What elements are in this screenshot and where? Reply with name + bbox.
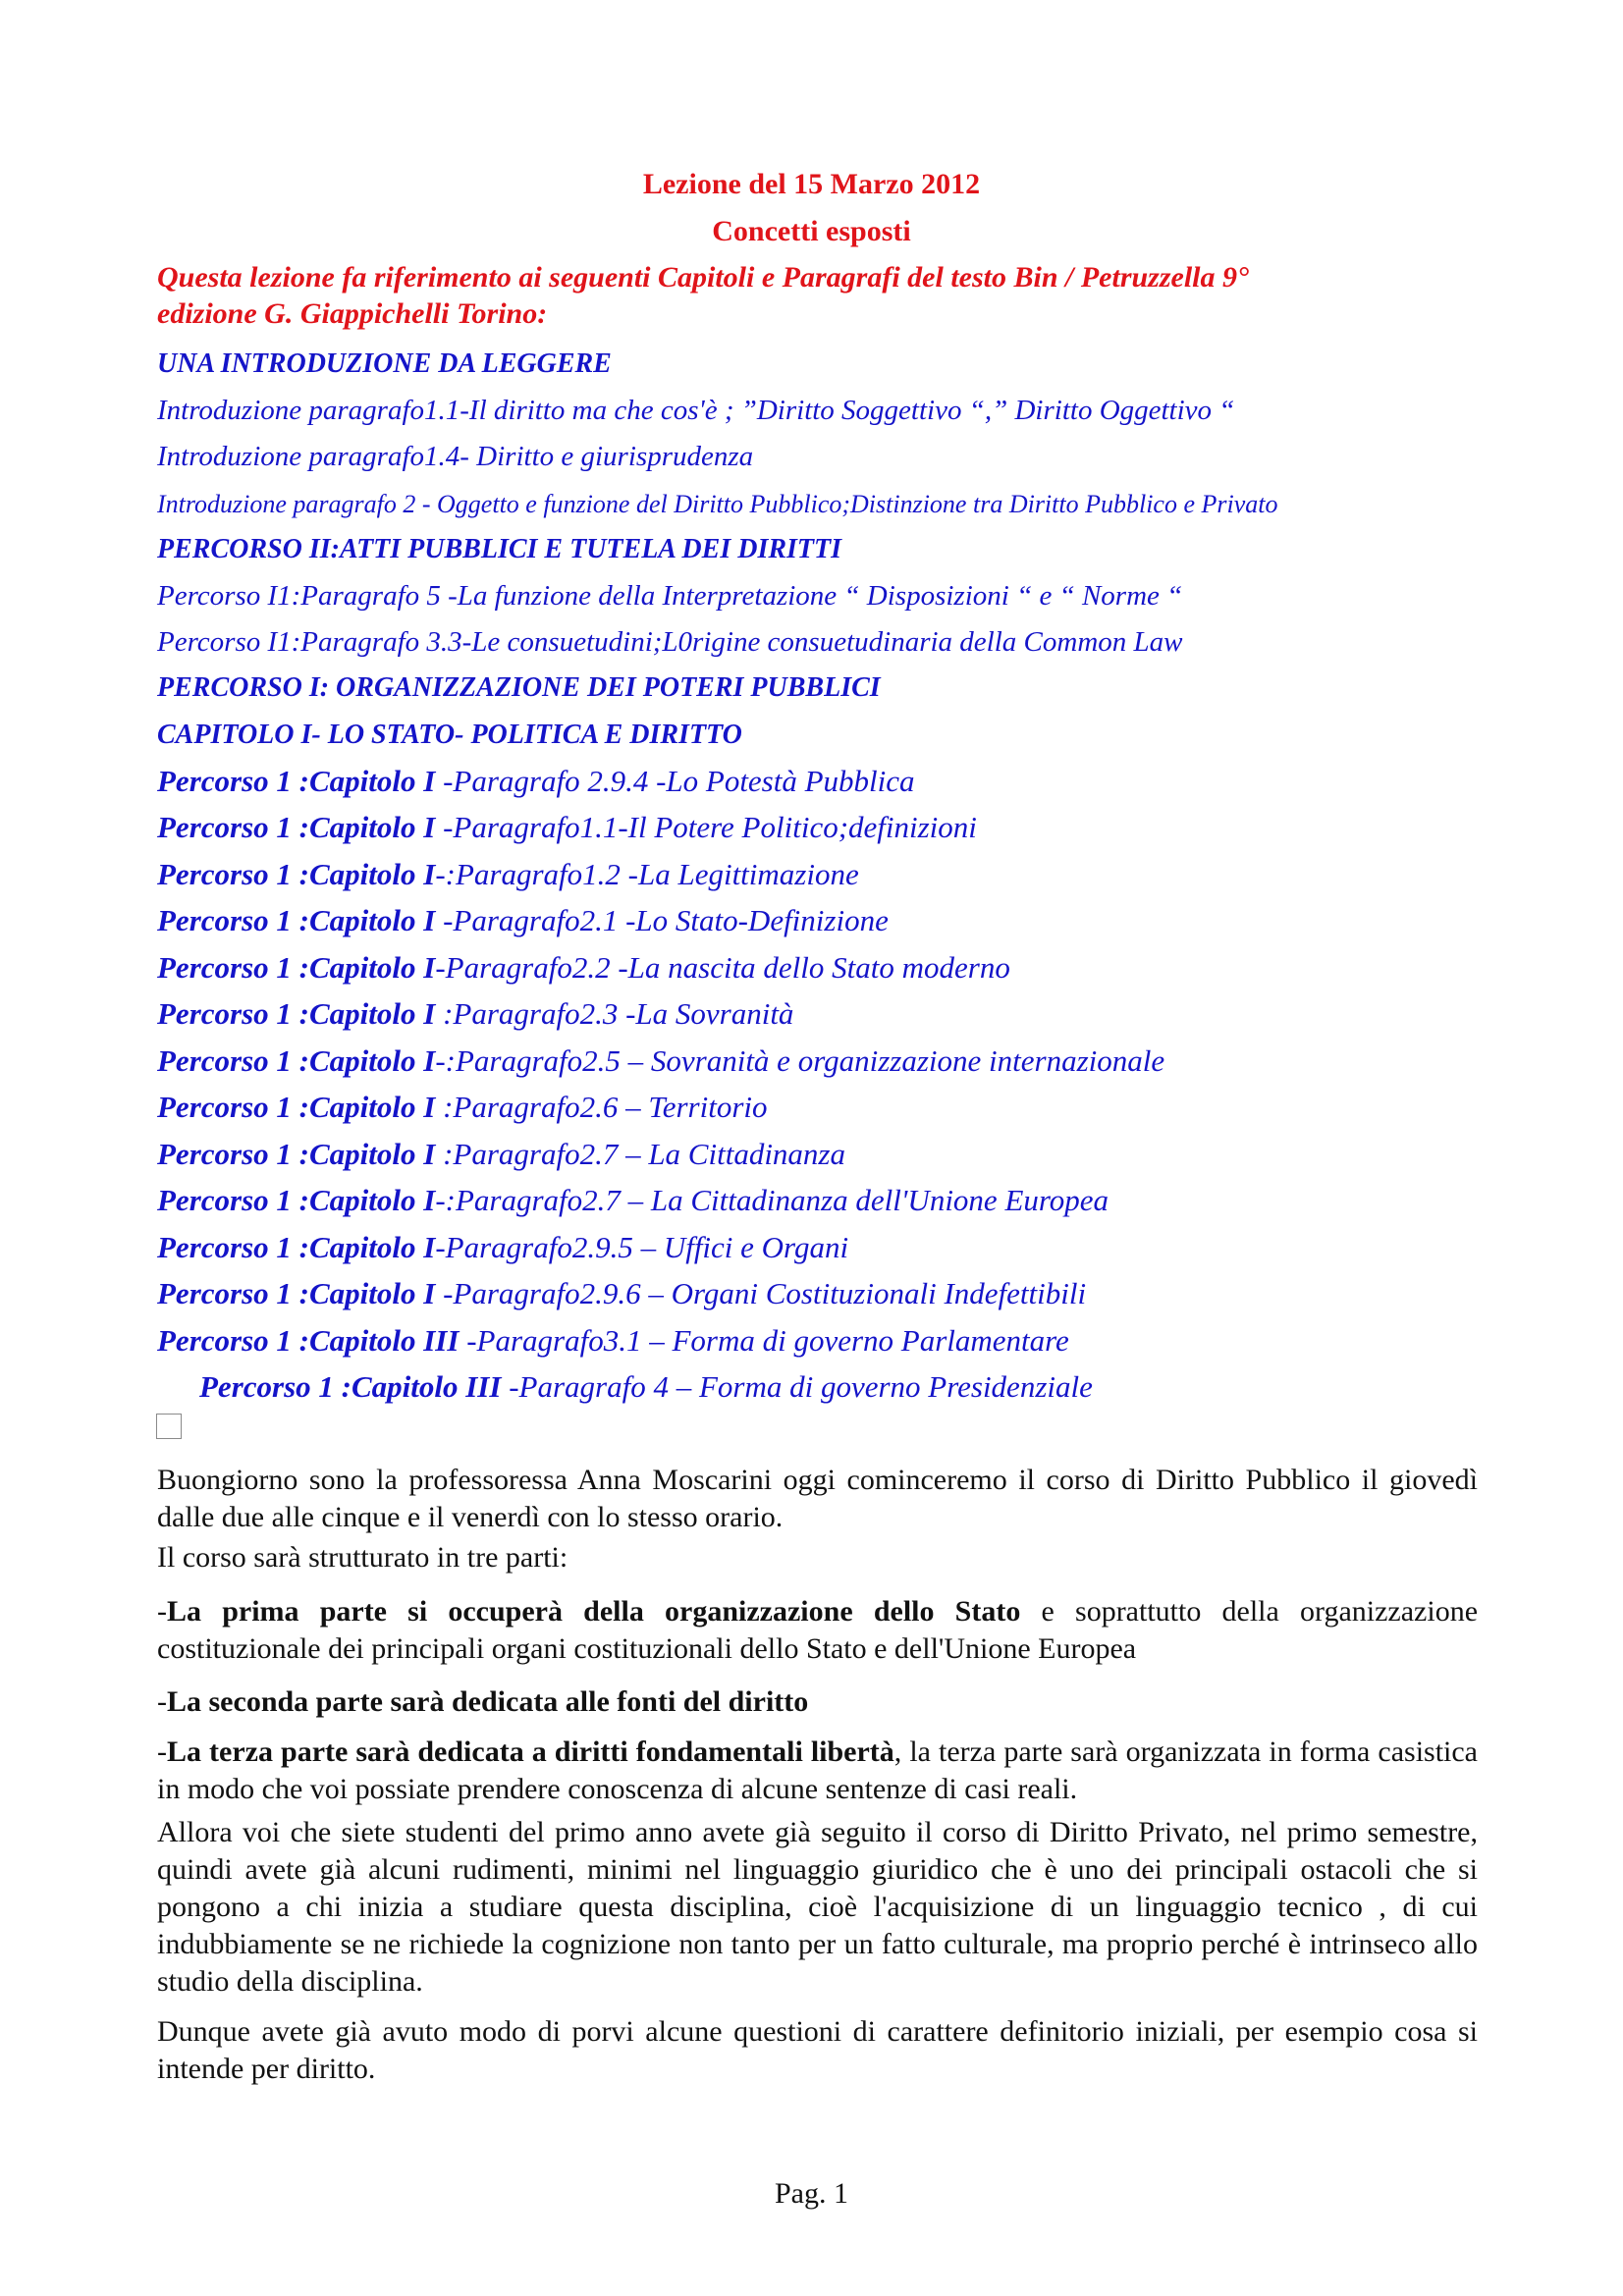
intro-item: Introduzione paragrafo1.4- Diritto e giurisprudenza bbox=[157, 441, 754, 472]
percorso2-heading: PERCORSO II:ATTI PUBBLICI E TUTELA DEI DIRITTI bbox=[157, 534, 842, 564]
capitolo-item: Percorso 1 :Capitolo I :Paragrafo2.6 – Territorio bbox=[157, 1090, 768, 1124]
capitolo-item: Percorso 1 :Capitolo I-:Paragrafo2.7 – La Cittadinanza dell'Unione Europea bbox=[157, 1183, 1109, 1217]
percorso1-heading: PERCORSO I: ORGANIZZAZIONE DEI POTERI PUBBLICI bbox=[157, 672, 881, 703]
capitolo-item: Percorso 1 :Capitolo I-:Paragrafo1.2 -La Legittimazione bbox=[157, 857, 859, 891]
capitolo-item: Percorso 1 :Capitolo III -Paragrafo3.1 – Forma di governo Parlamentare bbox=[157, 1323, 1069, 1358]
body-paragraph: Il corso sarà strutturato in tre parti: bbox=[157, 1541, 568, 1574]
placeholder-box bbox=[156, 1414, 182, 1439]
intro-item: Introduzione paragrafo1.1-Il diritto ma che cos'è ; ”Diritto Soggettivo “,” Diritto Oggettivo “ bbox=[157, 395, 1235, 426]
capitolo-item: Percorso 1 :Capitolo I-Paragrafo2.9.5 – Uffici e Organi bbox=[157, 1230, 849, 1264]
body-paragraph: Allora voi che siete studenti del primo anno avete già seguito il corso di Diritto Privato, nel primo semestre, quindi avete già alcuni rudimenti, minimi nel linguaggio giuridico che è uno dei principali ostacoli che si pongono a chi inizia a studiare questa disciplina, cioè l'acquisizione di un linguaggio tecnico , di cui indubbiamente se ne richiede la cognizione non tanto per un fatto culturale, ma proprio perché è intrinseco allo studio della disciplina. bbox=[157, 1816, 1478, 1998]
page-number: Pag. 1 bbox=[775, 2177, 848, 2210]
percorso2-item: Percorso I1:Paragrafo 5 -La funzione della Interpretazione “ Disposizioni “ e “ Norme “ bbox=[157, 580, 1183, 612]
capitolo-item: Percorso 1 :Capitolo I :Paragrafo2.3 -La Sovranità bbox=[157, 996, 794, 1031]
lesson-title: Lezione del 15 Marzo 2012 bbox=[642, 168, 981, 200]
capitolo-item: Percorso 1 :Capitolo I-Paragrafo2.2 -La nascita dello Stato moderno bbox=[157, 950, 1010, 985]
body-paragraph: Buongiorno sono la professoressa Anna Moscarini oggi cominceremo il corso di Diritto Pubblico il giovedì dalle due alle cinque e il venerdì con lo stesso orario. bbox=[157, 1464, 1478, 1533]
intro-heading: UNA INTRODUZIONE DA LEGGERE bbox=[157, 348, 612, 379]
intro-item: Introduzione paragrafo 2 - Oggetto e funzione del Diritto Pubblico;Distinzione tra Diritto Pubblico e Privato bbox=[157, 490, 1278, 518]
capitolo1-heading: CAPITOLO I- LO STATO- POLITICA E DIRITTO bbox=[157, 720, 742, 750]
lesson-subtitle: Concetti esposti bbox=[712, 215, 911, 247]
capitolo-item: Percorso 1 :Capitolo I -Paragrafo1.1-Il Potere Politico;definizioni bbox=[157, 810, 977, 844]
body-paragraph: -La terza parte sarà dedicata a diritti fondamentali libertà, la terza parte sarà organizzata in forma casistica in modo che voi possiate prendere conoscenza di alcune sentenze di casi reali. bbox=[157, 1735, 1478, 1805]
capitolo-item: Percorso 1 :Capitolo I -Paragrafo2.9.6 – Organi Costituzionali Indefettibili bbox=[157, 1276, 1087, 1310]
capitolo-item: Percorso 1 :Capitolo I -Paragrafo2.1 -Lo Stato-Definizione bbox=[157, 903, 889, 937]
reference-line-1: Questa lezione fa riferimento ai seguenti Capitoli e Paragrafi del testo Bin / Petruzzella 9° bbox=[157, 261, 1250, 294]
capitolo-item: Percorso 1 :Capitolo I-:Paragrafo2.5 – Sovranità e organizzazione internazionale bbox=[157, 1043, 1165, 1078]
body-paragraph: -La prima parte si occuperà della organizzazione dello Stato e soprattutto della organizzazione costituzionale dei principali organi costituzionali dello Stato e dell'Unione Europea bbox=[157, 1595, 1479, 1665]
capitolo-item: Percorso 1 :Capitolo I -Paragrafo 2.9.4 -Lo Potestà Pubblica bbox=[157, 764, 915, 798]
percorso2-item: Percorso I1:Paragrafo 3.3-Le consuetudini;L0rigine consuetudinaria della Common Law bbox=[157, 626, 1183, 658]
capitolo-item: Percorso 1 :Capitolo III -Paragrafo 4 – Forma di governo Presidenziale bbox=[199, 1369, 1093, 1404]
body-paragraph: Dunque avete già avuto modo di porvi alcune questioni di carattere definitorio iniziali, per esempio cosa si intende per diritto. bbox=[157, 2015, 1478, 2085]
reference-line-2: edizione G. Giappichelli Torino: bbox=[157, 297, 548, 330]
capitolo-item: Percorso 1 :Capitolo I :Paragrafo2.7 – La Cittadinanza bbox=[157, 1137, 845, 1171]
body-paragraph: -La seconda parte sarà dedicata alle fonti del diritto bbox=[157, 1685, 809, 1718]
